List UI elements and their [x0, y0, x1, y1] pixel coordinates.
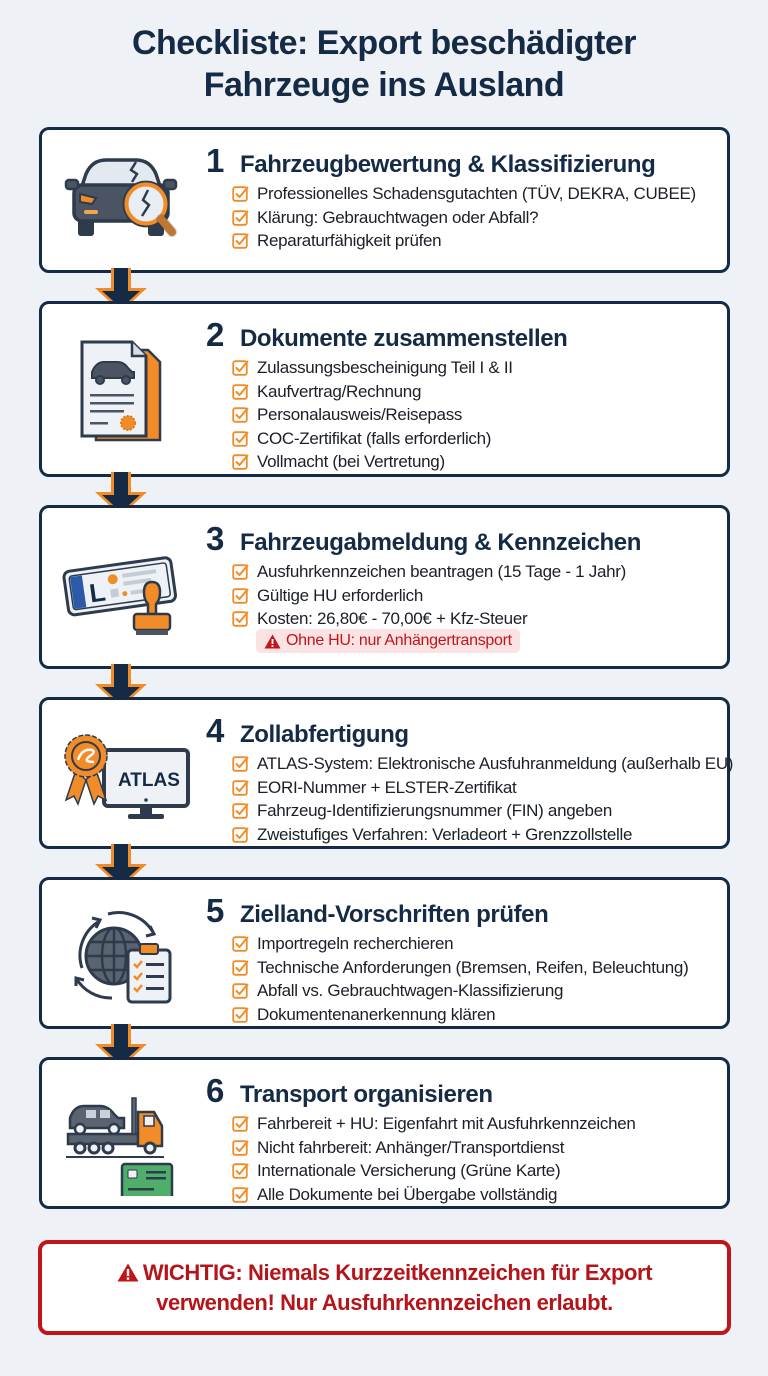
vehicle-documents-icon — [78, 338, 168, 453]
step-heading: Zollabfertigung — [240, 721, 409, 748]
checkbox-checked-icon — [232, 406, 249, 423]
checkbox-checked-icon — [232, 185, 249, 202]
step-1-checklist — [232, 182, 696, 253]
checklist-item: Zulassungsbescheinigung Teil I & II — [232, 356, 513, 380]
damaged-car-magnifier-icon — [64, 152, 182, 252]
checkbox-checked-icon — [232, 232, 249, 249]
checkbox-checked-icon — [232, 826, 249, 843]
checkbox-checked-icon — [232, 802, 249, 819]
warning-badge — [256, 629, 520, 653]
step-6-checklist — [232, 1112, 636, 1206]
checkbox-checked-icon — [232, 430, 249, 447]
step-5-checklist — [232, 932, 688, 1026]
checklist-item: Professionelles Schadensgutachten (TÜV, DEKRA, CUBEE) — [232, 182, 696, 206]
checklist-item: Gültige HU erforderlich — [232, 584, 626, 608]
step-3-checklist — [232, 560, 626, 631]
checkbox-checked-icon — [232, 982, 249, 999]
important-warning-box — [38, 1240, 731, 1335]
checklist-item: Technische Anforderungen (Bremsen, Reifen, Beleuchtung) — [232, 956, 688, 980]
step-5-header — [206, 892, 548, 930]
step-heading: Dokumente zusammenstellen — [240, 325, 568, 352]
svg-text:L: L — [87, 576, 108, 609]
checkbox-checked-icon — [232, 935, 249, 952]
checkbox-checked-icon — [232, 755, 249, 772]
step-6-header — [206, 1072, 493, 1110]
checklist-item: Dokumentenanerkennung klären — [232, 1003, 688, 1027]
checklist-item: Kaufvertrag/Rechnung — [232, 380, 513, 404]
checkbox-checked-icon — [232, 209, 249, 226]
checkbox-checked-icon — [232, 359, 249, 376]
checkbox-checked-icon — [232, 1115, 249, 1132]
svg-text:ATLAS: ATLAS — [118, 770, 180, 791]
warning-triangle-icon — [117, 1263, 139, 1282]
checklist-item: Kosten: 26,80€ - 70,00€ + Kfz-Steuer — [232, 607, 626, 631]
step-4-header — [206, 712, 409, 750]
checklist-item: Importregeln recherchieren — [232, 932, 688, 956]
step-heading: Fahrzeugbewertung & Klassifizierung — [240, 151, 656, 178]
step-6-card — [39, 1057, 730, 1209]
important-line-1: WICHTIG: Niemals Kurzzeitkennzeichen für Export — [117, 1258, 652, 1288]
step-3-card — [39, 505, 730, 669]
step-number: 5 — [206, 892, 225, 929]
step-2-header — [206, 316, 567, 354]
checklist-item: COC-Zertifikat (falls erforderlich) — [232, 427, 513, 451]
checklist-item: Fahrbereit + HU: Eigenfahrt mit Ausfuhrkennzeichen — [232, 1112, 636, 1136]
step-1-card — [39, 127, 730, 273]
checkbox-checked-icon — [232, 1186, 249, 1203]
checklist-item: Alle Dokumente bei Übergabe vollständig — [232, 1183, 636, 1207]
checklist-item: ATLAS-System: Elektronische Ausfuhranmeldung (außerhalb EU) — [232, 752, 733, 776]
checkbox-checked-icon — [232, 779, 249, 796]
step-5-card — [39, 877, 730, 1029]
step-4-card — [39, 697, 734, 849]
checklist-item: Klärung: Gebrauchtwagen oder Abfall? — [232, 206, 696, 230]
step-heading: Zielland-Vorschriften prüfen — [240, 901, 549, 928]
tow-truck-green-card-icon — [66, 1086, 176, 1201]
checkbox-checked-icon — [232, 1006, 249, 1023]
important-line-2: verwenden! Nur Ausfuhrkennzeichen erlaubt. — [156, 1289, 613, 1315]
step-2-checklist — [232, 356, 513, 474]
step-1-header — [206, 142, 655, 180]
checklist-item: Zweistufiges Verfahren: Verladeort + Grenzzollstelle — [232, 823, 733, 847]
license-plate-stamp-icon — [62, 548, 187, 648]
atlas-monitor-badge-icon — [62, 730, 192, 830]
checklist-item: Vollmacht (bei Vertretung) — [232, 450, 513, 474]
checkbox-checked-icon — [232, 453, 249, 470]
page-title — [0, 22, 768, 106]
checklist-item: Personalausweis/Reisepass — [232, 403, 513, 427]
warning-triangle-icon — [264, 634, 281, 649]
title-line-1: Checkliste: Export beschädigter — [131, 24, 637, 62]
globe-clipboard-icon — [68, 908, 178, 1013]
checkbox-checked-icon — [232, 383, 249, 400]
step-heading: Transport organisieren — [240, 1081, 493, 1108]
checklist-item: Nicht fahrbereit: Anhänger/Transportdienst — [232, 1136, 636, 1160]
step-heading: Fahrzeugabmeldung & Kennzeichen — [240, 529, 641, 556]
step-number: 4 — [206, 712, 225, 749]
checklist-item: Fahrzeug-Identifizierungsnummer (FIN) angeben — [232, 799, 733, 823]
checklist-item: Internationale Versicherung (Grüne Karte) — [232, 1159, 636, 1183]
checklist-item: EORI-Nummer + ELSTER-Zertifikat — [232, 776, 733, 800]
step-number: 2 — [206, 316, 225, 353]
checkbox-checked-icon — [232, 1139, 249, 1156]
step-4-checklist — [232, 752, 733, 846]
checkbox-checked-icon — [232, 959, 249, 976]
step-number: 3 — [206, 520, 225, 557]
title-line-2: Fahrzeuge ins Ausland — [203, 66, 565, 104]
checkbox-checked-icon — [232, 610, 249, 627]
step-3-header — [206, 520, 641, 558]
step-number: 6 — [206, 1072, 225, 1109]
checklist-item: Reparaturfähigkeit prüfen — [232, 229, 696, 253]
checklist-item: Ausfuhrkennzeichen beantragen (15 Tage - 1 Jahr) — [232, 560, 626, 584]
checklist-item: Abfall vs. Gebrauchtwagen-Klassifizierung — [232, 979, 688, 1003]
checkbox-checked-icon — [232, 1162, 249, 1179]
checkbox-checked-icon — [232, 563, 249, 580]
step-2-card — [39, 301, 730, 477]
warning-text: Ohne HU: nur Anhängertransport — [286, 632, 512, 649]
checkbox-checked-icon — [232, 587, 249, 604]
step-number: 1 — [206, 142, 225, 179]
